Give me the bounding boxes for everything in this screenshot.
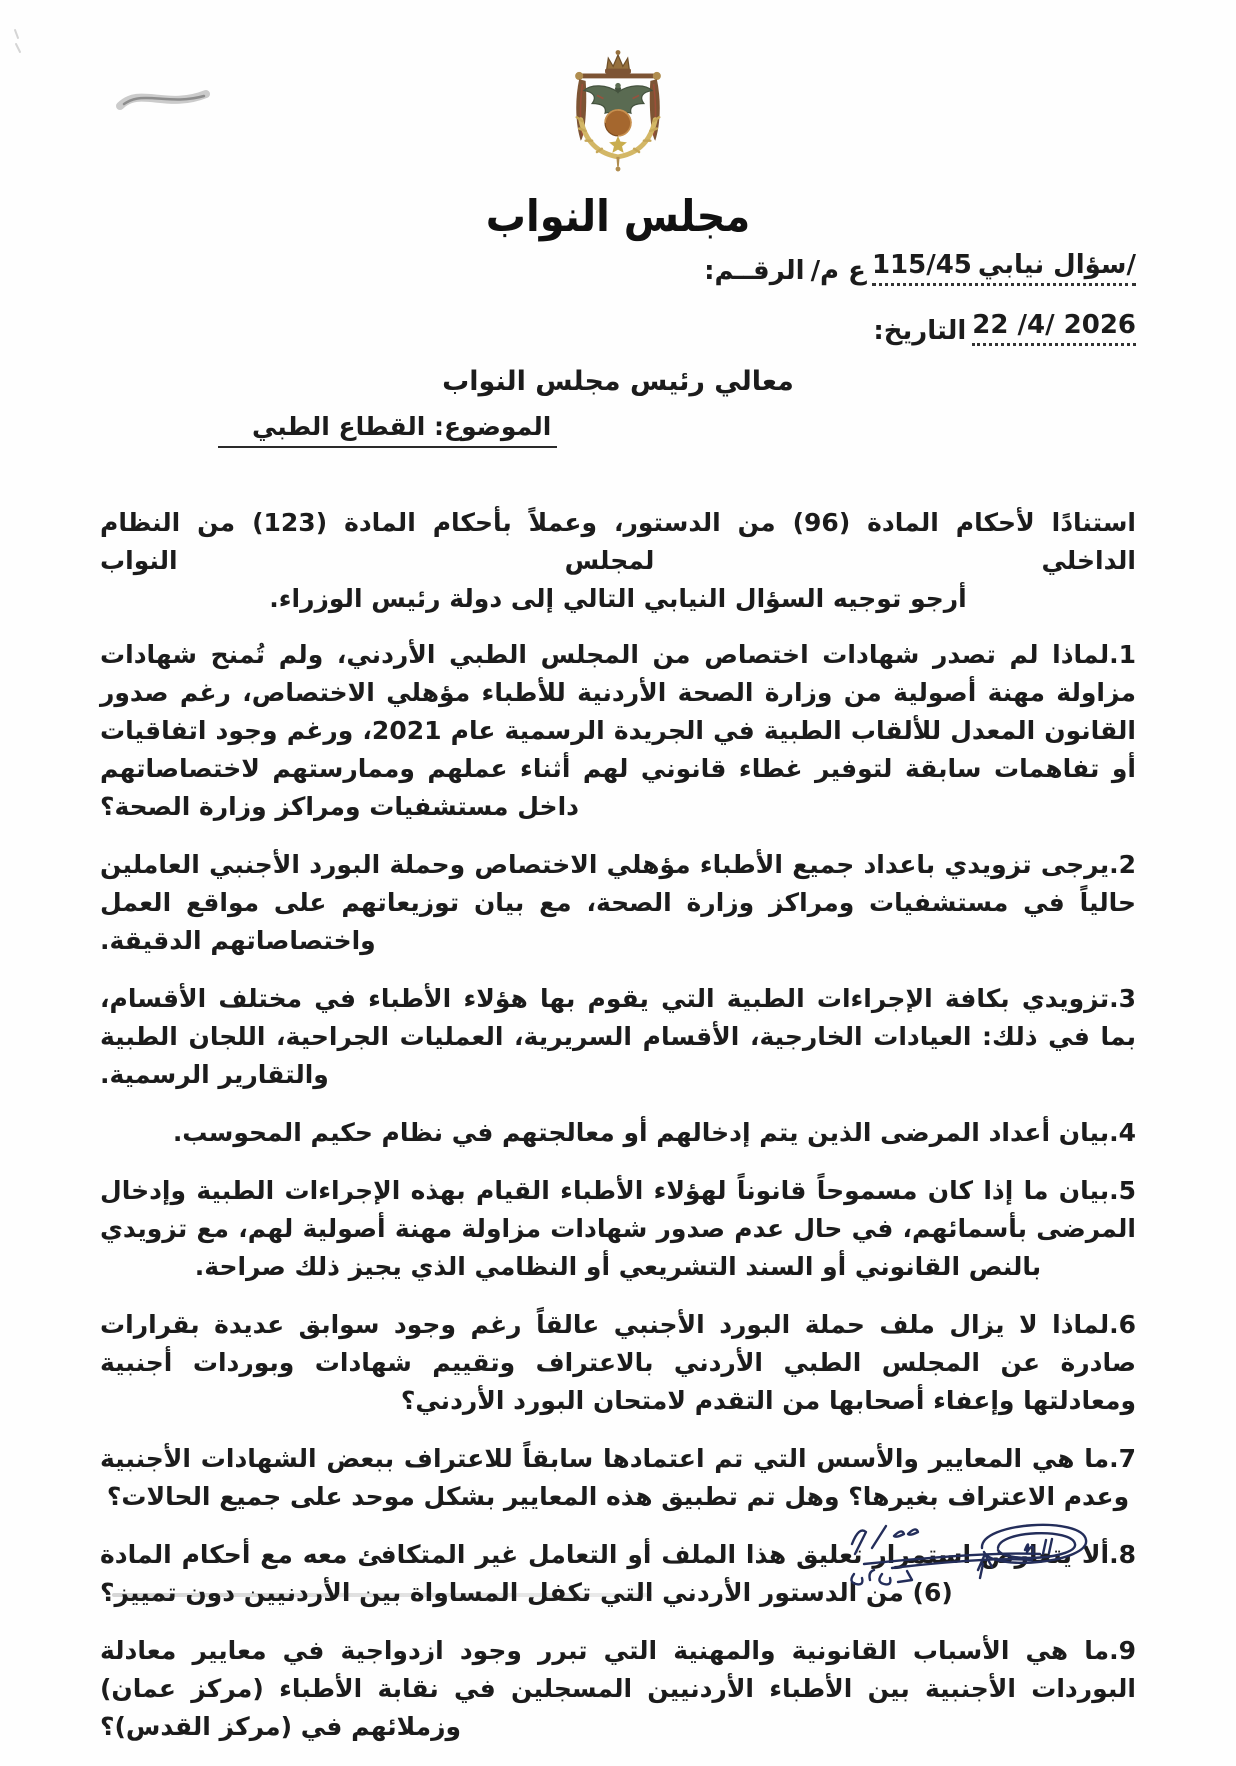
intro-line: استنادًا لأحكام المادة (96) من الدستور، وعملاً بأحكام المادة (123) من النظام الداخلي لمجلس النواب [100, 508, 1136, 575]
jordan-coat-of-arms [529, 44, 707, 184]
question-paragraph-2: 2.يرجى تزويدي باعداد جميع الأطباء مؤهلي الاختصاص وحملة البورد الأجنبي العاملين حالياً في مستشفيات ومراكز وزارة الصحة، مع بيان توزيعاتهم على مواقع العمل واختصاصاتهم الدقيقة. [100, 850, 1136, 955]
reference-label: الرقــم: [704, 256, 805, 286]
subject-value: القطاع الطبي [252, 412, 426, 441]
question-paragraph-9: 9.ما هي الأسباب القانونية والمهنية التي تبرر وجود ازدواجية في معايير معادلة البوردات الأجنبية بين الأطباء الأردنيين المسجلين في نقابة الأطباء (مركز عمان) وزملائهم في (مركز القدس)؟ [100, 1636, 1136, 1741]
intro-line: أرجو توجيه السؤال النيابي التالي إلى دولة رئيس الوزراء. [269, 584, 967, 613]
subject-line [218, 412, 557, 448]
date-value-wrap [972, 310, 1136, 346]
handwritten-signature [832, 1508, 1112, 1598]
salutation: معالي رئيس مجلس النواب [442, 366, 794, 397]
reference-block [704, 250, 1136, 346]
reference-number-line [704, 250, 1136, 286]
date-line [704, 310, 1136, 346]
date-label: التاريخ: [873, 316, 967, 346]
subject-label: الموضوع: [434, 412, 552, 441]
question-paragraph-7: 7.ما هي المعايير والأسس التي تم اعتمادها سابقاً للاعتراف ببعض الشهادات الأجنبية وعدم الاعتراف بغيرها؟ وهل تم تطبيق هذه المعايير بشكل موحد على جميع الحالات؟ [100, 1444, 1136, 1511]
question-paragraph-1: 1.لماذا لم تصدر شهادات اختصاص من المجلس الطبي الأردني، ولم تُمنح شهادات مزاولة مهنة أصولية من وزارة الصحة الأردنية للأطباء مؤهلي الاختصاص، رغم صدور القانون المعدل للألقاب الطبية في الجريدة الرسمية عام 2021، ورغم وجود اتفاقيات أو تفاهمات سابقة لتوفير غطاء قانوني لهم أثناء عملهم وممارستهم لاختصاصاتهم داخل مستشفيات ومراكز وزارة الصحة؟ [100, 640, 1137, 821]
reference-prefix: ع م/ [810, 256, 866, 286]
reference-suffix: /سؤال نيابي [977, 250, 1136, 280]
reference-value [872, 250, 1136, 286]
question-paragraph-4: 4.بيان أعداد المرضى الذين يتم إدخالهم أو معالجتهم في نظام حكيم المحوسب. [172, 1118, 1136, 1147]
question-paragraph-3: 3.تزويدي بكافة الإجراءات الطبية التي يقوم بها هؤلاء الأطباء في مختلف الأقسام، بما في ذلك: العيادات الخارجية، الأقسام السريرية، العمليات الجراحية، اللجان الطبية والتقارير الرسمية. [100, 984, 1136, 1089]
question-paragraph-6: 6.لماذا لا يزال ملف حملة البورد الأجنبي عالقاً رغم وجود سوابق عديدة بقرارات صادرة عن المجلس الطبي الأردني بالاعتراف وتقييم شهادات وبوردات أجنبية ومعادلتها وإعفاء أصحابها من التقدم لامتحان البورد الأردني؟ [100, 1310, 1136, 1415]
date-value: 22 /4/ 2026 [972, 310, 1136, 340]
letterhead [0, 44, 1236, 240]
question-paragraph-5: 5.بيان ما إذا كان مسموحاً قانوناً لهؤلاء الأطباء القيام بهذه الإجراءات الطبية وإدخال المرضى بأسمائهم، في حال عدم صدور شهادات مزاولة مهنة أصولية لهم، مع تزويدي بالنص القانوني أو السند التشريعي أو النظامي الذي يجيز ذلك صراحة. [100, 1176, 1136, 1281]
reference-number: 115/45 [871, 250, 972, 280]
question-paragraph-8: 8.ألا يتعارض استمرار تعليق هذا الملف أو التعامل غير المتكافئ معه مع أحكام المادة (6) من الدستور الأردني التي تكفل المساواة بين الأردنيين دون تمييز؟ [100, 1540, 1136, 1607]
parliament-calligraphy-title: مجلس النواب [485, 192, 751, 242]
